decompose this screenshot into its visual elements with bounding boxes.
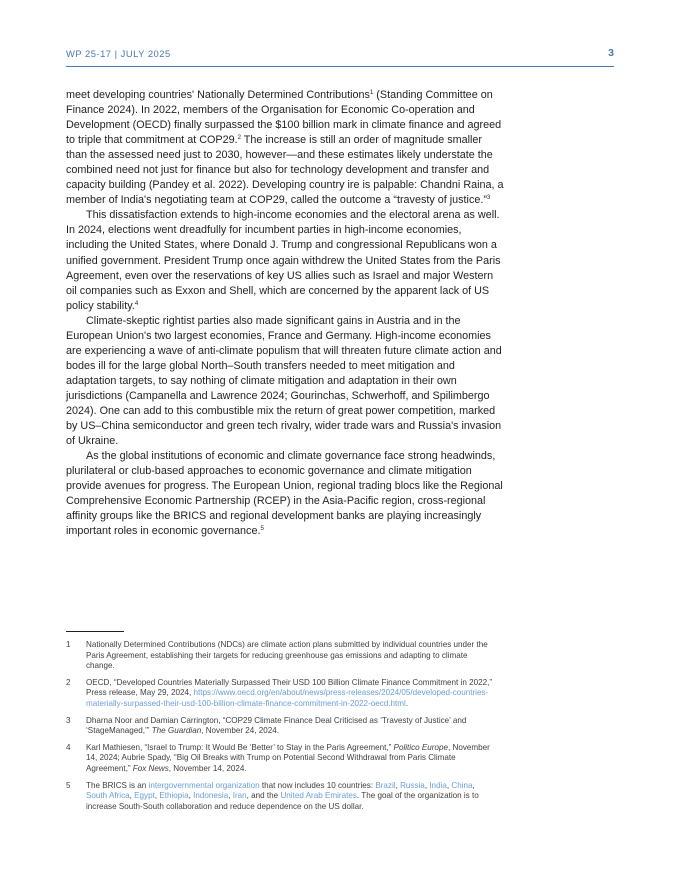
footnote-3: 3 Dharna Noor and Damian Carrington, “COP29 Climate Finance Deal Criticised as ‘Travesty of Justice’ and ‘StageManaged,’” The Guardian, November 24, 2024.	[66, 715, 467, 736]
paragraph-3: Climate-skeptic rightist parties also made significant gains in Austria and in the European Union's two largest economies, France and Germany. High-income economies are experiencing a wave of anti-climate populism that will threaten future climate action and bodes ill for the large global North–South transfers needed to meet mitigation and adaptation targets, to say nothing of climate mitigation and adaptation in their own jurisdictions (Campanella and Lawrence 2024; Gourinchas, Schwerhoff, and Spilimbergo 2024). One can add to this combustible mix the return of great power competition, marked by US–China semiconductor and green tech rivalry, wider trade wars and Russia's invasion of Ukraine.	[66, 314, 502, 448]
footnote-ref-2[interactable]: 2	[237, 135, 241, 142]
oecd-press-release-link[interactable]: https://www.oecd.org/en/about/news/press-releases/2024/05/developed-countries-materially-surpassed-their-usd-100-billion-climate-finance-commitment-in-2022-oecd.html	[86, 688, 489, 708]
intergovernmental-organization-link[interactable]: intergovernmental organization	[148, 780, 260, 790]
footnote-ref-4[interactable]: 4	[134, 300, 139, 307]
country-link[interactable]: , Iran	[228, 791, 246, 800]
footnote-ref-1[interactable]: 1	[369, 90, 374, 96]
footnote-4: 4 Karl Mathiesen, “Israel to Trump: It Would Be ‘Better’ to Stay in the Paris Agreement,” Politico Europe, November 14, 2024; Aubrie Spady, “Big Oil Breaks with Trump on Potential Second Withdrawal from Paris Climate Agreement,” Fox News, November 14, 2024.	[66, 742, 490, 773]
main-text	[66, 88, 506, 539]
footnote-number: 1	[66, 640, 71, 649]
country-link[interactable]: , India	[425, 781, 447, 790]
footnote-2: 2 OECD, “Developed Countries Materially Surpassed Their USD 100 Billion Climate Finance Commitment in 2022,” Press release, May 29, 2024, https://www.oecd.org/en/about/news/press-releases/2024/05/developed-countries-materially-surpassed-their-usd-100-billion-climate-finance-commitment-in-2022-oecd.html.	[66, 677, 493, 708]
country-link[interactable]: , Indonesia	[189, 791, 229, 800]
paragraph-4: As the global institutions of economic and climate governance face strong headwinds, plurilateral or club-based approaches to economic governance and climate mitigation provide avenues for progress. The European Union, regional trading blocs like the Regional Comprehensive Economic Partnership (RCEP) in the Asia-Pacific region, cross-regional affinity groups like the BRICS and regional development banks are playing increasingly important roles in economic governance.$^5$	[66, 450, 503, 538]
country-link[interactable]: , Ethiopia	[155, 791, 189, 800]
country-link-uae[interactable]: United Arab Emirates	[280, 791, 357, 801]
page-number: 3	[608, 47, 614, 59]
country-link[interactable]: , Russia	[396, 781, 425, 790]
footnote-1: 1 Nationally Determined Contributions (NDCs) are climate action plans submitted by individual countries under the Paris Agreement, establishing their targets for reducing greenhouse gas emissions and adapting to climate change.	[66, 640, 488, 671]
header-rule	[66, 66, 614, 67]
country-link[interactable]: , Egypt	[130, 791, 155, 800]
working-paper-label: WP 25-17 | JULY 2025	[66, 48, 171, 59]
country-link[interactable]: , South Africa	[86, 781, 475, 801]
footnote-number: 2	[66, 677, 71, 687]
footnote-5: 5 The BRICS is an intergovernmental organization that now includes 10 countries: Brazil, Russia, India, China, South Africa, Egypt, Ethiopia, Indonesia, Iran, and the United Arab Emirates. The goal of the organization is to increase South-South collaboration and reduce dependence on the US dollar.	[66, 781, 496, 813]
country-link[interactable]: Brazil	[375, 780, 396, 790]
footnotes	[66, 640, 496, 818]
page-header	[66, 48, 614, 64]
footnote-number: 3	[66, 715, 71, 725]
footnote-number: 5	[66, 780, 71, 790]
footnote-rule	[66, 631, 124, 632]
paragraph-1: meet developing countries' Nationally Determined Contributions$^1$ (Standing Committee on Finance 2024). In 2022, members of the Organisation for Economic Co-operation and Development (OECD) finally surpassed the $100 billion mark in climate finance and agreed to triple that commitment at COP29.$^2$ The increase is still an order of magnitude smaller than the assessed need just to 2030, however—and these estimates likely understate the combined need not just for finance but also for technology development and transfer and capacity building (Pandey et al. 2022). Developing country ire is palpable: Chandni Raina, a member of India's negotiating team at COP29, called the outcome a “travesty of justice.”$^3$	[66, 89, 504, 207]
footnote-number: 4	[66, 742, 71, 752]
paragraph-2: This dissatisfaction extends to high-income economies and the electoral arena as well. In 2024, elections went dreadfully for incumbent parties in high-income economies, including the United States, where Donald J. Trump and congressional Republicans won a unified government. President Trump once again withdrew the United States from the Paris Agreement, even over the reservations of key US allies such as Israel and major Western oil companies such as Exxon and Shell, which are concerned by the apparent lack of US policy stability.$^4$	[66, 209, 501, 312]
country-link[interactable]: , China	[447, 781, 473, 790]
footnote-ref-5[interactable]: 5	[260, 526, 264, 533]
footnote-ref-3[interactable]: 3	[486, 195, 491, 202]
